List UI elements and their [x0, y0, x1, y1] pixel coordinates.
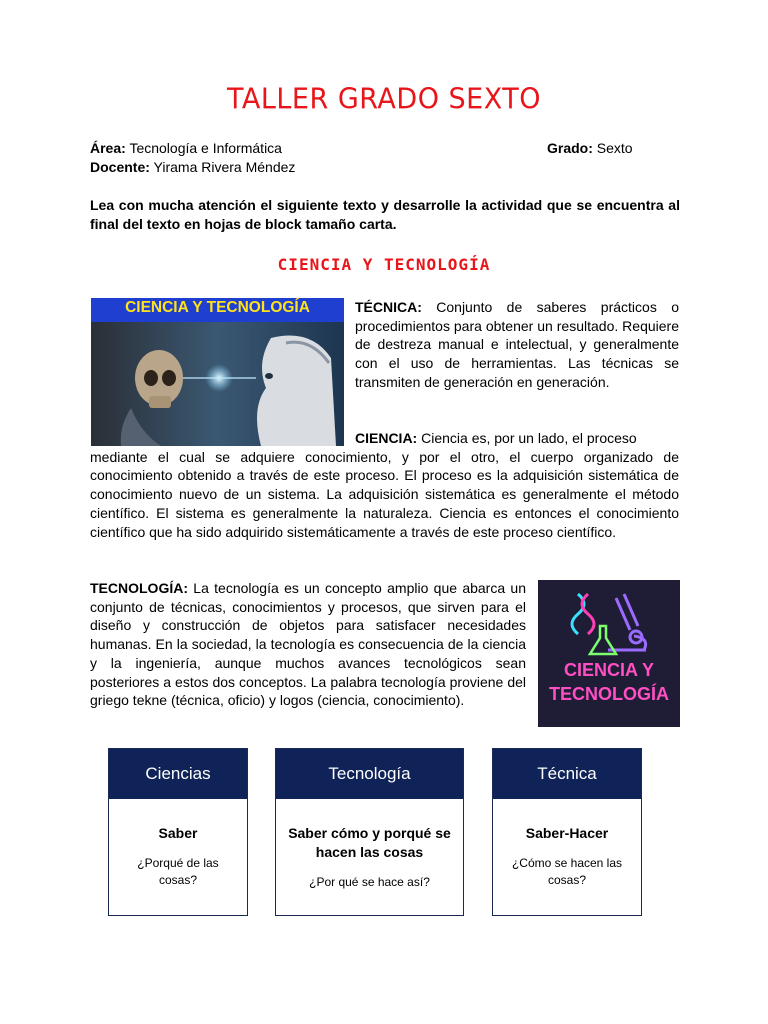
card-main: Saber-Hacer — [525, 825, 609, 841]
grado-value: Sexto — [596, 140, 633, 156]
neon-text-line1: CIENCIA Y — [563, 660, 655, 680]
card-header: Ciencias — [109, 749, 247, 799]
card-main: Saber — [158, 825, 198, 841]
card-question: ¿Porqué de las cosas? — [137, 856, 219, 887]
card-tecnica — [492, 748, 642, 916]
card-header: Tecnología — [276, 749, 463, 799]
docente-line — [90, 158, 295, 177]
area-label: Área: — [90, 140, 126, 156]
tecnica-label: TÉCNICA: — [355, 299, 422, 315]
image-banner-text: CIENCIA Y TECNOLOGÍA — [125, 299, 310, 316]
page-title: TALLER GRADO SEXTO — [226, 83, 541, 116]
docente-value: Yirama Rivera Méndez — [153, 159, 296, 175]
card-question: ¿Cómo se hacen las cosas? — [511, 856, 623, 887]
ciencia-paragraph: mediante el cual se adquiere conocimiento, y por el otro, el cuerpo organizado de conocimiento obtenido a través de este proceso. El proceso es la adquisición sistemática de conocimiento nuevo de un sistema. La adquisición sistemática es generalmente el método científico. El sistema es generalmente la naturaleza. Ciencia es entonces el conocimiento científico que ha sido adquirido sistemáticamente a través de este proceso científico. — [90, 448, 679, 540]
ciencia-text-first: Ciencia es, por un lado, el proceso — [417, 430, 637, 446]
card-tecnologia — [275, 748, 464, 916]
grado-label: Grado: — [547, 140, 593, 156]
card-ciencias — [108, 748, 248, 916]
card-question: ¿Por qué se hace así? — [309, 875, 430, 889]
card-header: Técnica — [493, 749, 641, 799]
tecnologia-text: La tecnología es un concepto amplio que abarca un conjunto de técnicas, conocimientos y procesos, que sirven para el diseño y construcción de objetos para satisfacer necesidades humanas. En la sociedad, la tecnología es consecuencia de la ciencia y la ingeniería, aunque muchos avances tecnológicos sean posteriores a estos dos conceptos. La palabra tecnología proviene del griego tekne (técnica, oficio) y logos (ciencia, conocimiento). — [90, 580, 526, 709]
ciencia-label: CIENCIA: — [355, 430, 418, 446]
instructions: Lea con mucha atención el siguiente texto y desarrolle la actividad que se encuentra al final del texto en hojas de block tamaño carta. — [90, 197, 680, 232]
neon-ciencia-tecnologia-image — [538, 580, 680, 727]
section-title: CIENCIA Y TECNOLOGÍA — [277, 255, 491, 274]
skull-robot-illustration — [91, 298, 344, 446]
card-main: Saber cómo y porqué se hacen las cosas — [288, 825, 451, 860]
tecnologia-label: TECNOLOGÍA: — [90, 580, 188, 596]
docente-label: Docente: — [90, 159, 150, 175]
tecnologia-paragraph — [90, 579, 526, 710]
ciencia-paragraph-first-line — [355, 429, 679, 448]
tecnica-paragraph — [355, 298, 679, 392]
tecnica-text: Conjunto de saberes prácticos o procedimientos para obtener un resultado. Requiere de destreza manual e intelectual, y generalmente con el uso de herramientas. Las técnicas se transmiten de generación en generación. — [355, 299, 679, 390]
area-line — [90, 139, 282, 158]
ciencia-tecnologia-image — [91, 298, 344, 446]
neon-text-line2: TECNOLOGÍA — [549, 684, 669, 704]
grado-line — [547, 139, 633, 158]
area-value: Tecnología e Informática — [129, 140, 282, 156]
